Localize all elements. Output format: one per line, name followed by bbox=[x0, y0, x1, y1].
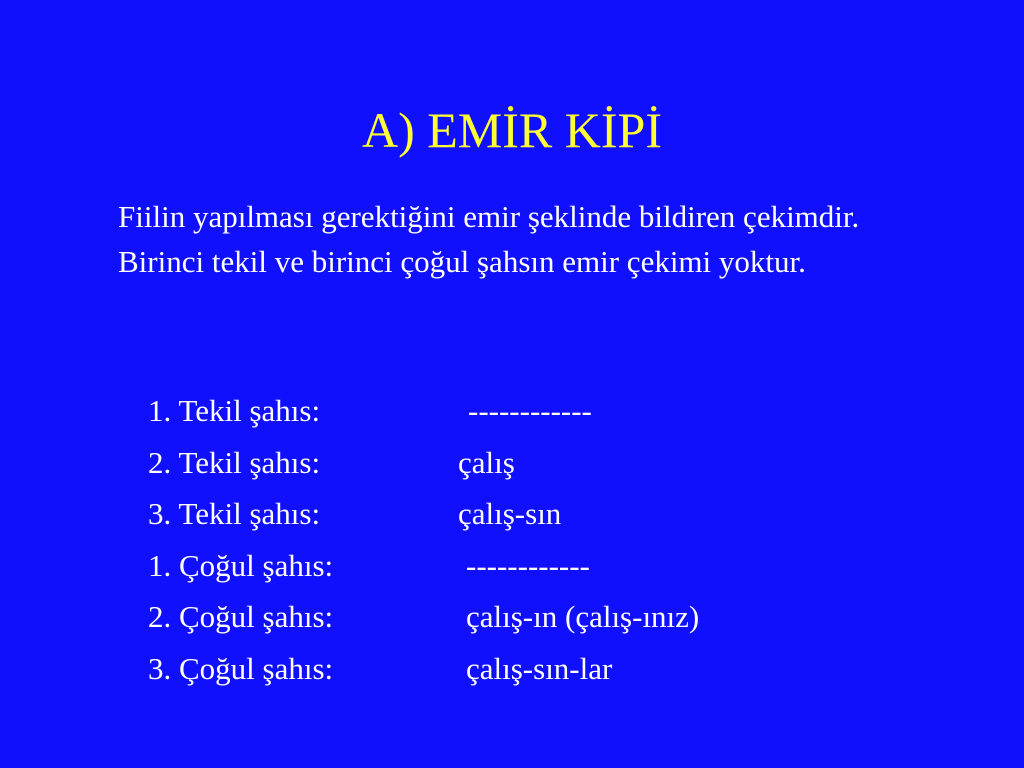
slide-title: A) EMİR KİPİ bbox=[362, 102, 662, 158]
verb-form: çalış-sın bbox=[458, 496, 562, 531]
verb-form: çalış-sın-lar bbox=[466, 650, 613, 686]
definition-paragraph: Fiilin yapılması gerektiğini emir şeklinde bildiren çekimdir. Birinci tekil ve birinci çoğul şahsın emir çekimi yoktur. bbox=[118, 199, 860, 279]
verb-form: ------------ bbox=[468, 393, 592, 428]
verb-form: çalış-ın (çalış-ınız) bbox=[466, 599, 700, 634]
verb-form: ------------ bbox=[466, 547, 590, 583]
person-label: 1. Çoğul şahıs: bbox=[148, 547, 334, 583]
person-label: 1. Tekil şahıs: bbox=[148, 393, 321, 428]
person-label: 3. Çoğul şahıs: bbox=[148, 650, 334, 686]
person-label: 3. Tekil şahıs: bbox=[148, 496, 321, 531]
person-label: 2. Çoğul şahıs: bbox=[148, 599, 334, 634]
verb-form: çalış bbox=[458, 444, 515, 480]
person-label: 2. Tekil şahıs: bbox=[148, 444, 321, 480]
